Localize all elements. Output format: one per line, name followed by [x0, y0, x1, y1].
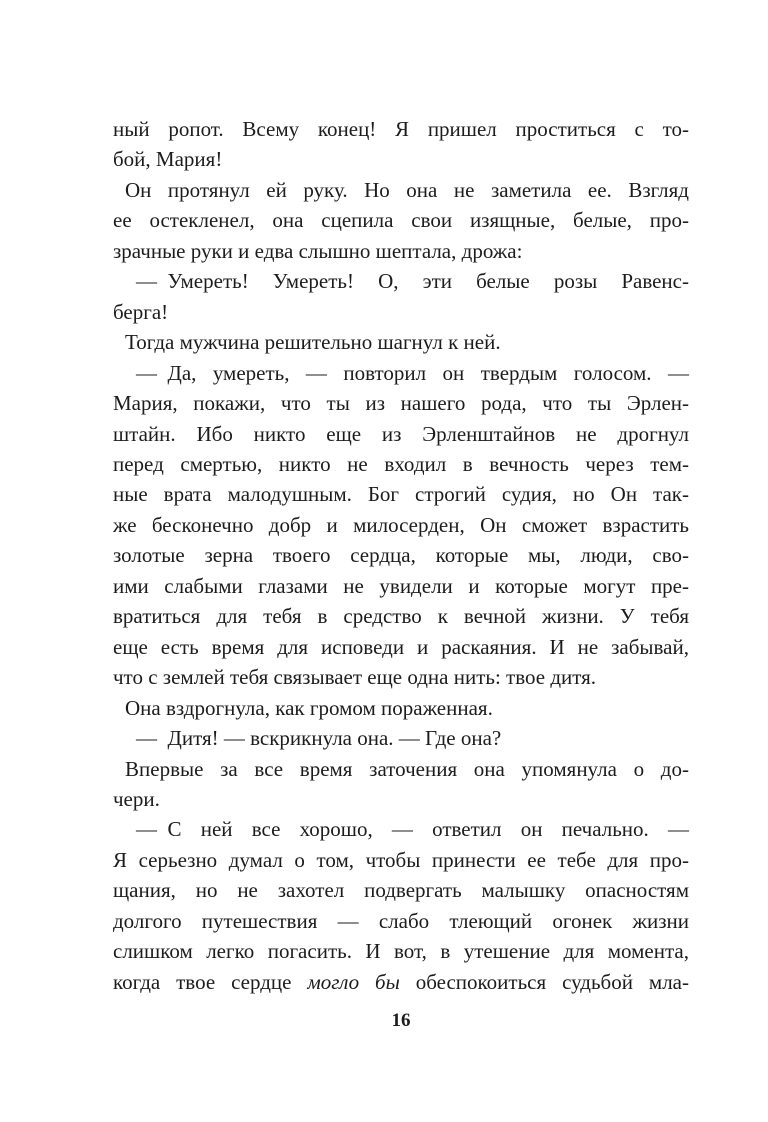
- text-line: [113, 479, 689, 509]
- text-run: — Умереть! Умереть! О, эти белые розы Равенс-: [136, 269, 689, 294]
- text-run: штайн. Ибо никто еще из Эрленштайнов не дрогнул: [113, 421, 689, 446]
- text-line: [113, 175, 689, 205]
- text-line: [113, 205, 689, 235]
- text-run: — Да, умереть, — повторил он твердым голосом. —: [136, 360, 689, 385]
- text-run: еще есть время для исповеди и раскаяния. И не забывай,: [113, 634, 689, 659]
- text-run: щания, но не захотел подвергать малышку опасностям: [113, 878, 689, 903]
- text-line: [113, 936, 689, 966]
- page-text-block: [113, 114, 689, 997]
- text-line: [113, 540, 689, 570]
- text-line: [113, 114, 689, 144]
- text-line: [113, 510, 689, 540]
- text-line: [113, 236, 689, 266]
- text-run: Она вздрогнула, как громом пораженная.: [125, 695, 493, 720]
- text-run: ный ропот. Всему конец! Я пришел проститься с то-: [113, 117, 689, 141]
- text-line: [113, 144, 689, 174]
- text-line: [113, 419, 689, 449]
- text-run: вратиться для тебя в средство к вечной жизни. У тебя: [113, 604, 689, 629]
- text-run: слишком легко погасить. И вот, в утешение для момента,: [113, 939, 689, 964]
- text-line: [113, 662, 689, 692]
- text-run: Впервые за все время заточения она упомянула о до-: [125, 756, 689, 781]
- text-line: [113, 601, 689, 631]
- text-run: бой, Мария!: [113, 147, 223, 172]
- text-run: — С ней все хорошо, — ответил он печально. —: [136, 817, 689, 842]
- text-run: Мария, покажи, что ты из нашего рода, что ты Эрлен-: [113, 391, 689, 416]
- text-run: — Дитя! — вскрикнула она. — Где она?: [136, 726, 502, 751]
- text-line: [113, 571, 689, 601]
- page-number: 16: [391, 1010, 411, 1031]
- text-run: зрачные руки и едва слышно шептала, дрожа:: [113, 238, 523, 263]
- text-line: [113, 967, 689, 997]
- text-line: [113, 449, 689, 479]
- text-run: что с землей тебя связывает еще одна нить: твое дитя.: [113, 665, 597, 690]
- text-line: [113, 754, 689, 784]
- text-run: Он протянул ей руку. Но она не заметила ее. Взгляд: [125, 177, 689, 202]
- text-line: [113, 723, 689, 753]
- text-line: [113, 388, 689, 418]
- text-run: золотые зерна твоего сердца, которые мы, люди, сво-: [113, 543, 689, 568]
- text-line: [113, 845, 689, 875]
- text-run: же бесконечно добр и милосерден, Он сможет взрастить: [113, 512, 689, 537]
- text-line: [113, 632, 689, 662]
- text-line: [113, 875, 689, 905]
- text-run: перед смертью, никто не входил в вечность через тем-: [113, 451, 689, 476]
- text-line: [113, 266, 689, 296]
- text-line: [113, 814, 689, 844]
- text-run: чери.: [113, 786, 160, 811]
- text-run: ные врата малодушным. Бог строгий судия, но Он так-: [113, 482, 689, 507]
- text-run: обеспокоиться судьбой мла-: [399, 969, 689, 994]
- text-line: [113, 327, 689, 357]
- text-line: [113, 297, 689, 327]
- text-line: [113, 906, 689, 936]
- text-run: долгого путешествия — слабо тлеющий огонек жизни: [113, 908, 689, 933]
- text-run: Я серьезно думал о том, чтобы принести ее тебе для про-: [113, 847, 689, 872]
- text-run: ими слабыми глазами не увидели и которые могут пре-: [113, 573, 689, 598]
- text-run: берга!: [113, 299, 169, 324]
- text-line: [113, 693, 689, 723]
- text-run: когда твое сердце: [113, 969, 308, 994]
- text-run: Тогда мужчина решительно шагнул к ней.: [125, 330, 501, 355]
- text-line: [113, 784, 689, 814]
- emphasized-text: могло бы: [307, 969, 400, 994]
- text-line: [113, 358, 689, 388]
- text-run: ее остекленел, она сцепила свои изящные, белые, про-: [113, 208, 689, 233]
